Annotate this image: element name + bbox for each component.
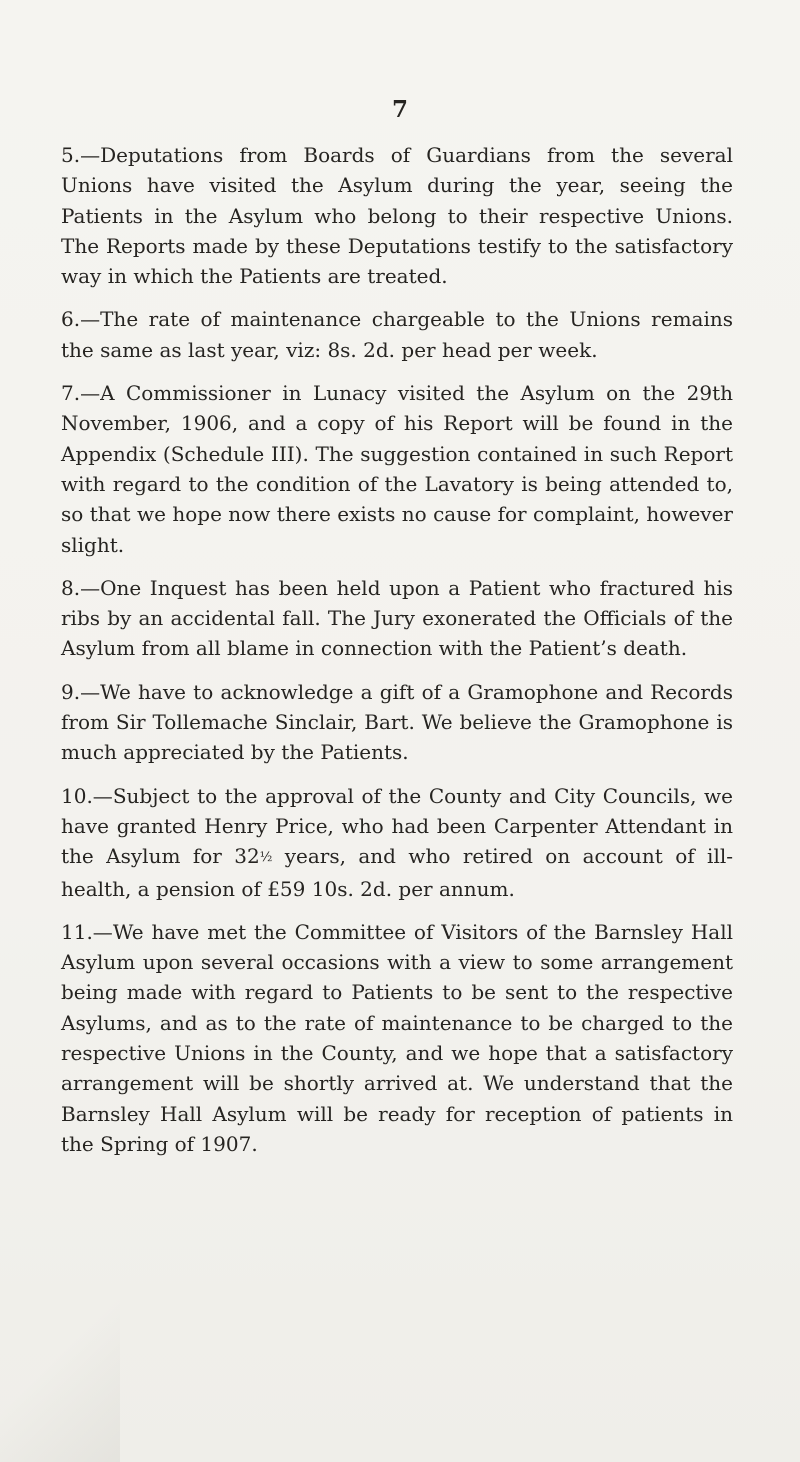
paragraph-text: We have to acknowledge a gift of a Gramophone and Records from Sir Tollemache Sinclair, Bart. We believe the Gramophone is much appreciated by the Patients. [61, 679, 733, 765]
paragraph-text: The rate of maintenance chargeable to the Unions remains the same as last year, viz: 8s. 2d. per head per week. [61, 307, 733, 362]
fraction-half: ½ [259, 850, 273, 866]
paragraph-number: 5.— [61, 143, 101, 167]
paragraph-number: 9.— [61, 679, 101, 704]
paragraph-text-start: Subject to the approval of the County and City Councils, we have granted Henry Price, who had been Carpenter Attendant in the Asylum for 32 [61, 783, 733, 869]
paragraph-11 [61, 917, 733, 1159]
paragraph-text: Deputations from Boards of Guardians from the several Unions have visited the Asylum during the year, seeing the Patients in the Asylum who belong to their respective Unions. The Reports made by these Deputations testify to the satisfactory way in which the Patients are treated. [61, 143, 733, 289]
page-shadow [0, 1300, 120, 1462]
paragraph-10 [61, 781, 733, 904]
paragraph-9 [61, 677, 733, 768]
paragraph-number: 6.— [61, 307, 101, 332]
report-body [61, 140, 733, 1172]
paragraph-7 [61, 378, 733, 560]
page-number: 7 [391, 96, 408, 123]
paragraph-number: 8.— [61, 575, 101, 600]
paragraph-text: One Inquest has been held upon a Patient who fractured his ribs by an accidental fall. The Jury exonerated the Officials of the Asylum from all blame in connection with the Patient’s death. [61, 575, 733, 661]
paragraph-5 [61, 140, 733, 291]
paragraph-text: We have met the Committee of Visitors of the Barnsley Hall Asylum upon several occasions with a view to some arrangement being made with regard to Patients to be sent to the respective Asylums, and as to the rate of maintenance to be charged to the respective Unions in the County, and we hope that a satisfactory arrangement will be shortly arrived at. We understand that the Barnsley Hall Asylum will be ready for reception of patients in the Spring of 1907. [61, 919, 733, 1156]
paragraph-text-end: years, and who retired on account of ill-health, a pension of £59 10s. 2d. per annum. [61, 844, 734, 901]
paragraph-number: 11.— [61, 919, 113, 944]
paragraph-8 [61, 573, 733, 664]
paragraph-text: A Commissioner in Lunacy visited the Asylum on the 29th November, 1906, and a copy of his Report will be found in the Appendix (Schedule III). The suggestion contained in such Report with regard to the condition of the Lavatory is being attended to, so that we hope now there exists no cause for complaint, however slight. [61, 381, 733, 557]
paragraph-6 [61, 304, 733, 365]
paragraph-number: 7.— [61, 381, 101, 406]
paragraph-number: 10.— [61, 783, 113, 808]
